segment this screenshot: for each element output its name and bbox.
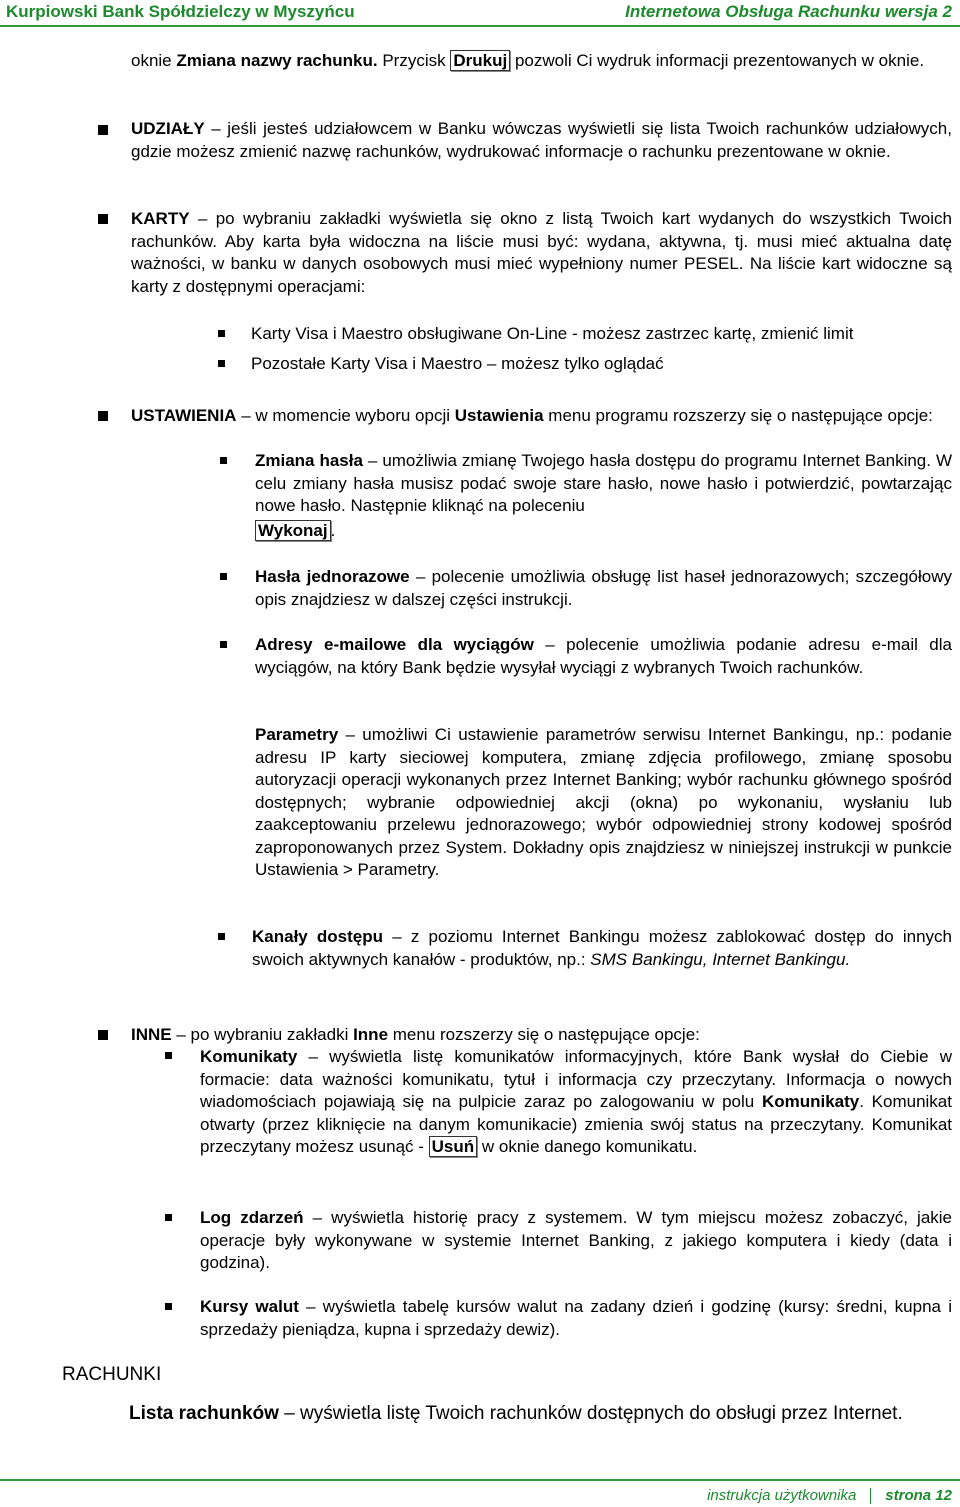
inne-title: INNE [131,1025,172,1044]
komunikaty-title: Komunikaty [200,1047,298,1066]
komunikaty-text: . Komunikat otwarty (przez kliknięcie na danym komunikacie) zmienia swój status na przeczytany. Komunikat przeczytany możesz usunąć - [200,1092,952,1156]
bullet-square-icon [98,411,108,421]
print-button[interactable]: Drukuj [450,50,510,71]
log-zdarzen-text: – wyświetla historię pracy z systemem. W tym miejscu możesz zobaczyć, jakie operacje były wykonywane w systemie Internet Banking, z jakiego komputera i kiedy (data i godzina). [200,1208,953,1272]
bullet-small-icon [165,1052,172,1059]
inne-bold: Inne [353,1025,389,1044]
kanaly-dostepu-italic: SMS Bankingu, Internet Bankingu. [590,949,851,969]
zmiana-hasla-title: Zmiana hasła [255,451,363,470]
parametry-title: Parametry [255,725,339,744]
footer-text [707,1487,952,1504]
karty-item: Pozostałe Karty Visa i Maestro – możesz tylko oglądać [251,354,664,373]
bank-name: Kurpiowski Bank Spółdzielczy w Myszyńcu [6,2,355,21]
adresy-email-text: – polecenie umożliwia podanie adresu e-mail dla wyciągów, na który Bank będzie wysyłał wyciągi z wybranych Twoich rachunków. [255,635,952,677]
inne-paragraph [131,1024,952,1047]
inne-text: – po wybraniu zakładki [176,1025,349,1044]
karty-text: – po wybraniu zakładki wyświetla się okno z listą Twoich kart wydanych do wszystkich Twoich rachunków. Aby karta była widoczna na liście musi być: wydana, aktywna, tj. musi mieć aktualna datę ważności, w banku w danych osobowych musi mieć wypełniony numer PESEL. Na liście kart widoczne są karty z dostępnymi operacjami: [131,209,952,296]
footer-rule [0,1479,960,1481]
bullet-small-icon [220,641,227,648]
bullet-square-icon [98,1030,108,1040]
udzialy-title: UDZIAŁY [131,119,205,138]
kanaly-dostepu-text: – z poziomu Internet Bankingu możesz zablokować dostęp do innych swoich aktywnych kanałów - produktów, np.: [252,927,952,969]
hasla-jednorazowe-title: Hasła jednorazowe [255,567,410,586]
karty-paragraph [131,208,952,298]
bullet-small-icon [220,573,227,580]
footer-label: instrukcja użytkownika [707,1487,857,1504]
header-rule [0,25,960,27]
adresy-email-title: Adresy e-mailowe dla wyciągów [255,635,534,654]
lista-rachunkow-text: – wyświetla listę Twoich rachunków dostępnych do obsługi przez Internet. [284,1403,903,1424]
bullet-small-icon [218,360,225,367]
udzialy-text: – jeśli jesteś udziałowcem w Banku wówczas wyświetli się lista Twoich rachunków udziałowych, gdzie możesz zmienić nazwę rachunków, wydrukować informacje o rachunku prezentowane w oknie. [131,119,952,161]
parametry-text: – umożliwi Ci ustawienie parametrów serwisu Internet Bankingu, np.: podanie adresu IP karty sieciowej komputera, zmianę zdjęcia profilowego, zmianę sposobu autoryzacji operacji wykonanych przez Internet Banking; wybór rachunku głównego spośród dostępnych; wybranie odpowiedniej akcji (okna) po wykonaniu, wysłaniu lub zaakceptowaniu przelewu jednorazowego; wybór odpowiedniej strony kodowej spośród zaproponowanych przez System. Dokładny opis znajdziesz w niniejszej instrukcji w punkcie Ustawienia > Parametry. [255,725,952,879]
karty-title: KARTY [131,209,190,228]
komunikaty-text: – wyświetla listę komunikatów informacyjnych, które Bank wysłał do Ciebie w formacie: data ważności komunikatu, tytuł i informacja czy przeczytany. Informacja o nowych wiadomościach pojawiają się na pulpicie zaraz po zalogowaniu w polu [200,1047,952,1111]
rachunki-heading: RACHUNKI [62,1364,162,1385]
delete-button[interactable]: Usuń [429,1136,478,1157]
bullet-small-icon [165,1303,172,1310]
ustawienia-title: USTAWIENIA [131,406,237,425]
kursy-walut-text: – wyświetla tabelę kursów walut na zadany dzień i godzinę (kursy: średni, kupna i sprzedaży pieniądza, kupna i sprzedaży dewiz). [200,1297,952,1339]
parametry-item [255,724,952,882]
hasla-jednorazowe-text: – polecenie umożliwia obsługę list haseł jednorazowych; szczegółowy opis znajdziesz w dalszej części instrukcji. [255,567,952,609]
zmiana-hasla-item [255,450,952,518]
adresy-email-item [255,634,952,679]
bullet-square-icon [98,125,108,135]
log-zdarzen-item [200,1207,952,1275]
ustawienia-paragraph [131,405,952,428]
page-number: strona 12 [885,1487,952,1504]
bullet-small-icon [218,933,225,940]
ustawienia-text: menu programu rozszerzy się o następujące opcje: [548,406,933,425]
execute-button[interactable]: Wykonaj [255,520,331,541]
kanaly-dostepu-item [252,926,952,971]
lista-rachunkow-title: Lista rachunków [129,1403,279,1424]
komunikaty-bold: Komunikaty [761,1092,860,1111]
hasla-jednorazowe-item [255,566,952,611]
page-footer [0,1475,960,1507]
intro-text: oknie [131,51,172,70]
ustawienia-bold: Ustawienia [454,406,544,425]
ustawienia-text: – w momencie wyboru opcji [241,406,451,425]
bullet-square-icon [98,214,108,224]
intro-paragraph [131,50,952,73]
kursy-walut-item [200,1296,952,1341]
bullet-small-icon [220,457,227,464]
inne-text: menu rozszerzy się o następujące opcje: [392,1025,700,1044]
document-title: Internetowa Obsługa Rachunku wersja 2 [625,2,952,21]
komunikaty-item [200,1046,952,1159]
bullet-small-icon [218,330,225,337]
footer-separator [870,1488,871,1504]
intro-bold: Zmiana nazwy rachunku. [176,51,378,70]
zmiana-hasla-text: – umożliwia zmianę Twojego hasła dostępu do programu Internet Banking. W celu zmiany hasła musisz podać swoje stare hasło, nowe hasło i potwierdzić, powtarzając nowe hasło. Następnie kliknąć na poleceniu [255,451,952,515]
udzialy-paragraph [131,118,952,163]
karty-item: Karty Visa i Maestro obsługiwane On-Line - możesz zastrzec kartę, zmienić limit [251,324,854,343]
intro-text: pozwoli Ci wydruk informacji prezentowanych w oknie. [514,51,925,70]
execute-button-row: Wykonaj . [255,520,335,543]
intro-text: Przycisk [382,51,446,70]
kanaly-dostepu-title: Kanały dostępu [252,927,384,946]
lista-rachunkow-paragraph [129,1401,952,1426]
bullet-small-icon [165,1214,172,1221]
komunikaty-text: w oknie danego komunikatu. [481,1137,698,1156]
kursy-walut-title: Kursy walut [200,1297,299,1316]
log-zdarzen-title: Log zdarzeń [200,1208,304,1227]
page-header [0,0,960,25]
